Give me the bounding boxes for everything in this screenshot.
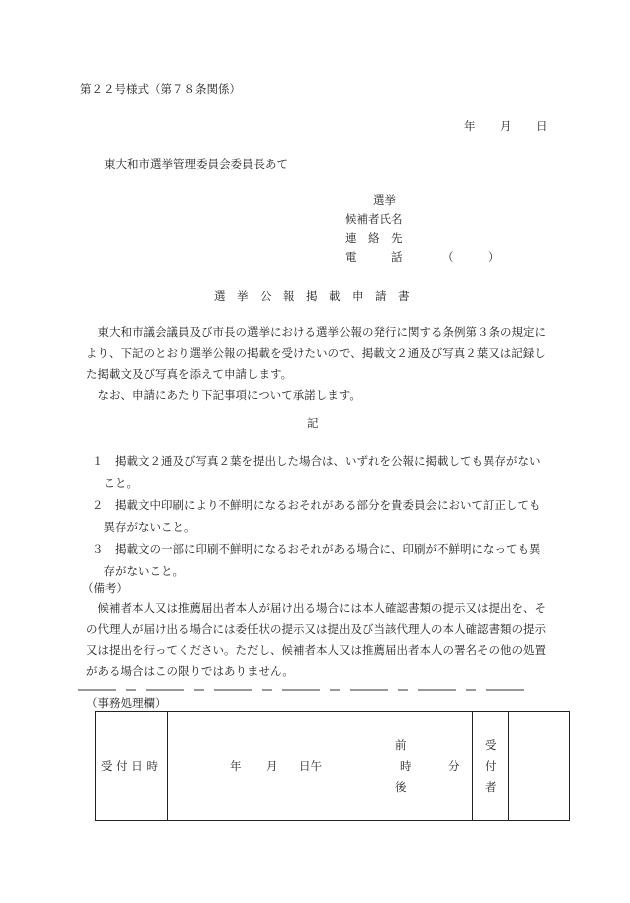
hour-label: 時	[400, 759, 412, 773]
receiver-sign-cell[interactable]	[509, 712, 570, 821]
election-label: 選挙	[373, 193, 396, 207]
month-label: 月	[266, 759, 278, 773]
year-label: 年	[230, 759, 242, 773]
receiver-label-cell: 受 付 者	[473, 712, 509, 821]
document-title: 選 挙 公 報 掲 載 申 請 書	[214, 289, 410, 303]
date-month: 月	[500, 119, 512, 133]
pm-label: 後	[395, 780, 407, 794]
receipt-label-cell: 受 付 日 時	[96, 712, 168, 821]
date-year: 年	[464, 119, 476, 133]
remarks-text: 候補者本人又は推薦届出者本人が届け出る場合には本人確認書類の提示又は提出を、その代理人が届け出る場合には委任状の提示又は提出及び当該代理人の本人確認書類の提示又は提出を行ってください。ただし、候補者本人又は推薦届出者本人の署名その他の処置がある場合はこの限りではありません。	[86, 601, 546, 678]
candidate-name-label: 候補者氏名	[345, 212, 403, 226]
am-label: 前	[395, 738, 407, 752]
receipt-datetime-cell	[168, 712, 473, 821]
phone-parens: （ ）	[442, 250, 500, 264]
minute-label: 分	[448, 759, 460, 773]
item-list	[92, 450, 550, 582]
phone-label: 電 話	[345, 250, 403, 264]
list-item: ２ 掲載文中印刷により不鮮明になるおそれがある部分を貴委員会において訂正しても異存がないこと。	[92, 498, 541, 534]
day-ampm-label: 日午	[299, 759, 322, 773]
form-number: 第２２号様式（第７８条関係）	[80, 82, 241, 96]
list-item: １ 掲載文２通及び写真２葉を提出した場合は、いずれを公報に掲載しても異存がないこと。	[92, 454, 541, 490]
list-item: ３ 掲載文の一部に印刷不鮮明になるおそれがある場合に、印刷が不鮮明になっても異存がないこと。	[92, 542, 541, 578]
cut-line	[78, 689, 533, 691]
body-text	[86, 322, 550, 406]
office-table	[95, 711, 570, 821]
office-label: （事務処理欄）	[86, 696, 167, 710]
date-day: 日	[536, 119, 548, 133]
addressee: 東大和市選挙管理委員会委員長あて	[104, 157, 288, 171]
contact-label: 連 絡 先	[345, 231, 403, 245]
body-paragraph-2: なお、申請にあたり下記事項について承諾します。	[97, 388, 361, 402]
ki-heading: 記	[307, 416, 319, 430]
body-paragraph-1: 東大和市議会議員及び市長の選挙における選挙公報の発行に関する条例第３条の規定により、下記のとおり選挙公報の掲載を受けたいので、掲載文２通及び写真２葉又は記録した掲載文及び写真を添えて申請します。	[86, 325, 546, 381]
remarks-label: （備考）	[82, 581, 128, 595]
